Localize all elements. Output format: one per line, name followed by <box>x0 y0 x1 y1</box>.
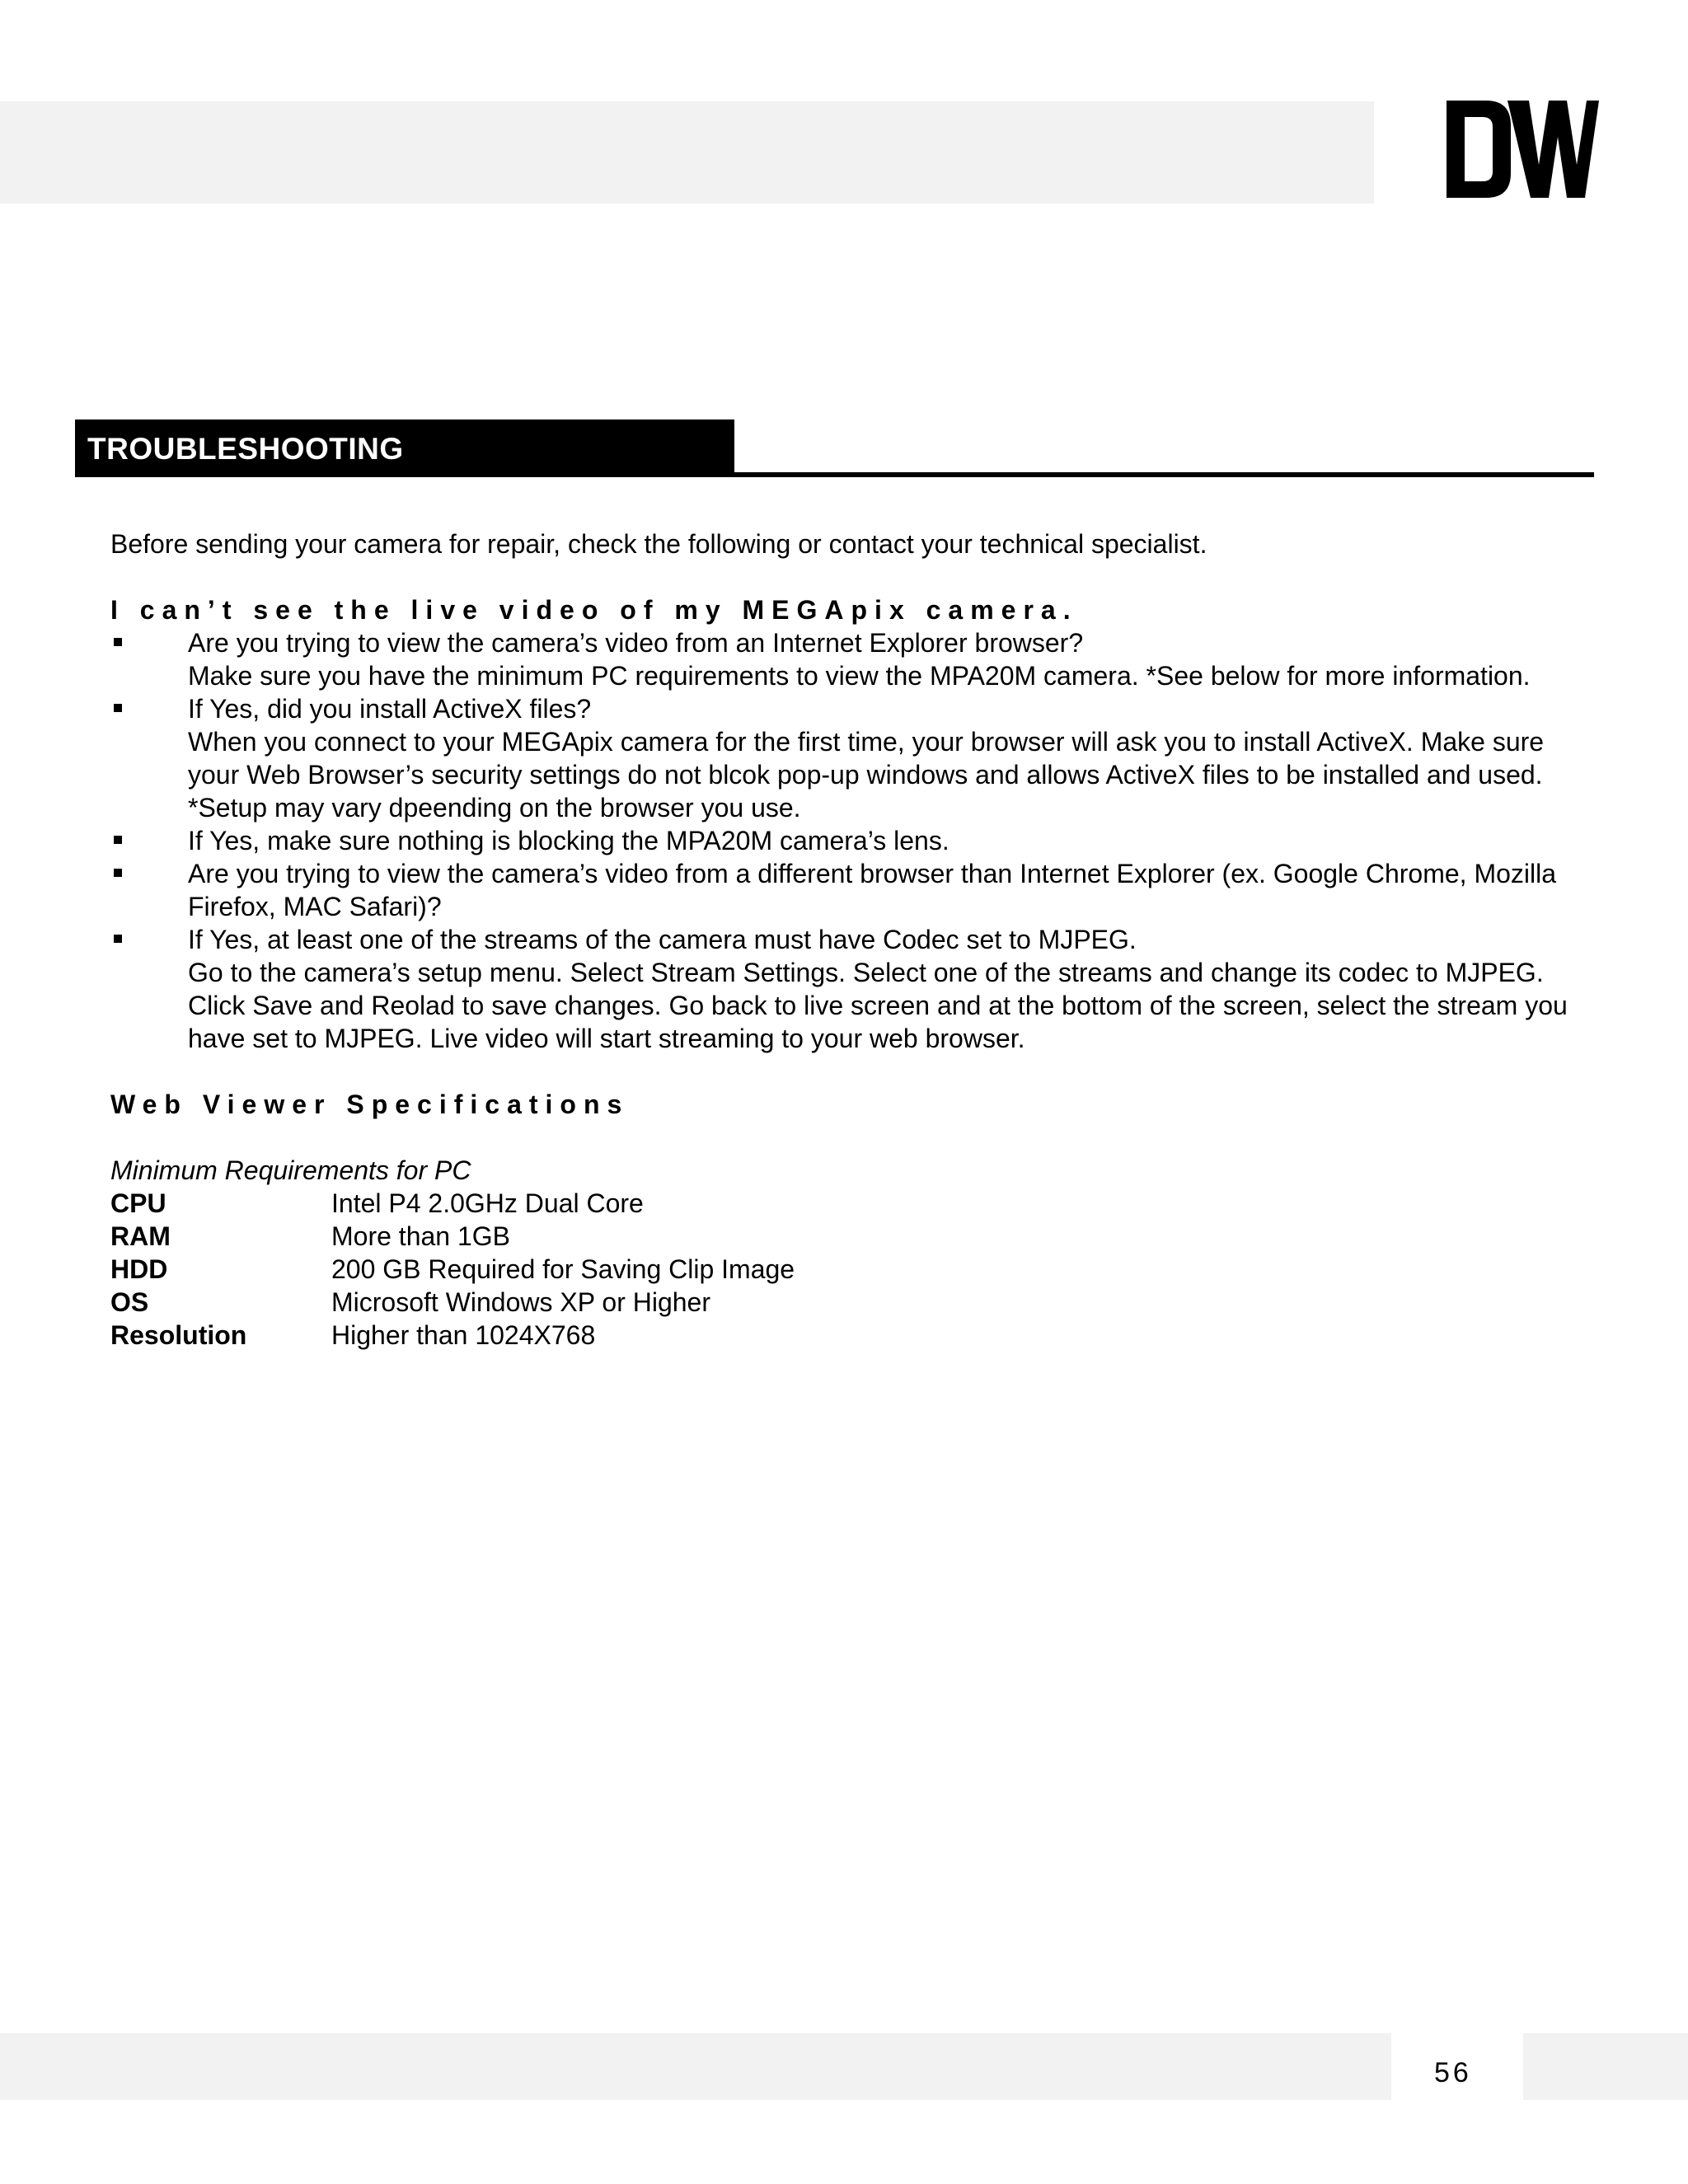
specs-heading: Web Viewer Specifications <box>110 1090 630 1119</box>
section-rule <box>734 472 1594 477</box>
spec-value: More than 1GB <box>331 1221 510 1251</box>
header-band <box>0 101 1374 204</box>
spec-label: CPU <box>110 1188 166 1218</box>
spec-value: Higher than 1024X768 <box>331 1320 596 1350</box>
table-row <box>110 1253 795 1286</box>
bullet-icon <box>114 638 122 646</box>
specs-table <box>110 1187 795 1352</box>
problem-heading: I can’t see the live video of my MEGApix camera. <box>110 595 1078 625</box>
section-title: TROUBLESHOOTING <box>87 432 404 466</box>
problem-list <box>110 626 1594 1055</box>
spec-label: Resolution <box>110 1320 247 1350</box>
intro-text: Before sending your camera for repair, check the following or contact your technical specialist. <box>110 529 1207 559</box>
list-item <box>110 923 1594 1055</box>
spec-value: 200 GB Required for Saving Clip Image <box>331 1254 795 1284</box>
list-item <box>110 626 1594 692</box>
bullet-icon <box>114 704 122 712</box>
spec-label: RAM <box>110 1221 171 1251</box>
spec-label: HDD <box>110 1254 168 1284</box>
bullet-icon <box>114 935 122 943</box>
table-row <box>110 1220 795 1253</box>
document-body <box>110 527 1594 1352</box>
list-item-text: If Yes, did you install ActiveX files? <box>188 694 592 724</box>
spec-label: OS <box>110 1287 149 1317</box>
list-item-text: If Yes, at least one of the streams of the camera must have Codec set to MJPEG. <box>188 925 1137 954</box>
spec-value: Microsoft Windows XP or Higher <box>331 1287 710 1317</box>
list-item-text: If Yes, make sure nothing is blocking the MPA20M camera’s lens. <box>188 826 950 855</box>
footer-band <box>0 2033 1391 2100</box>
table-row <box>110 1187 795 1220</box>
table-row <box>110 1286 795 1319</box>
footer-band-right <box>1523 2033 1688 2100</box>
spec-value: Intel P4 2.0GHz Dual Core <box>331 1188 644 1218</box>
list-item <box>110 824 1594 857</box>
list-item-text: Go to the camera’s setup menu. Select Stream Settings. Select one of the streams and change its codec to MJPEG. Click Save and Reolad to save changes. Go back to live screen and at the bottom of the screen, select the stream you have set to MJPEG. Live video will start streaming to your web browser. <box>188 958 1568 1053</box>
section-title-bar <box>75 419 734 477</box>
list-item-text: Make sure you have the minimum PC requirements to view the MPA20M camera. *See below for more information. <box>188 661 1531 691</box>
table-row <box>110 1319 795 1352</box>
bullet-icon <box>114 836 122 844</box>
bullet-icon <box>114 869 122 877</box>
list-item <box>110 857 1594 923</box>
specs-caption: Minimum Requirements for PC <box>110 1155 471 1185</box>
list-item-text: When you connect to your MEGApix camera for the first time, your browser will ask you to install ActiveX. Make sure your Web Browser’s security settings do not blcok pop-up windows and allows ActiveX files to be installed and used. *Setup may vary dpeending on the browser you use. <box>188 727 1545 823</box>
list-item <box>110 692 1594 824</box>
page-number: 56 <box>1434 2057 1472 2088</box>
list-item-text: Are you trying to view the camera’s video from a different browser than Internet Explorer (ex. Google Chrome, Mozilla Firefox, MAC Safari)? <box>188 859 1557 921</box>
dw-logo <box>1447 99 1599 199</box>
list-item-text: Are you trying to view the camera’s video from an Internet Explorer browser? <box>188 628 1084 658</box>
